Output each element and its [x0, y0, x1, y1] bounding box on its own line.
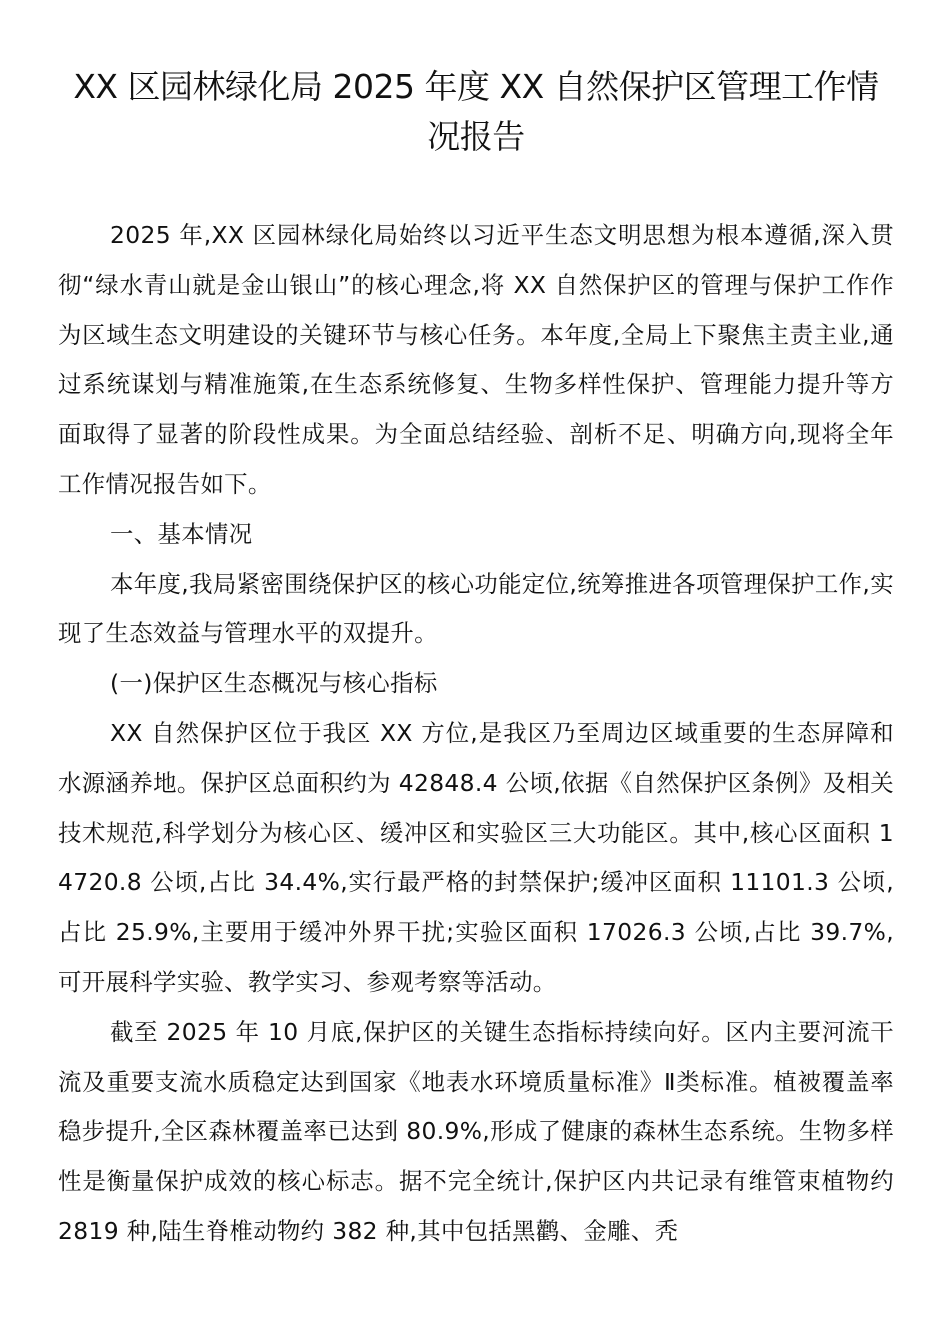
section-heading-basic-situation: 一、基本情况 — [110, 519, 253, 548]
zone-area-paragraph: XX 自然保护区位于我区 XX 方位,是我区乃至周边区域重要的生态屏障和水源涵养地。保护区总面积约为 42848.4 公顷,依据《自然保护区条例》及相关技术规范,科学划分为核心区、缓冲区和实验区三大功能区。其中,核心区面积 14720.8 公顷,占比 34.4%,实行最严格的封禁保护;缓冲区面积 11101.3 公顷,占比 25.9%,主要用于缓冲外界干扰;实验区面积 17026.3 公顷,占比 39.7%,可开展科学实验、教学实习、参观考察等活动。 — [58, 718, 894, 996]
subsection-heading-ecology-overview: (一)保护区生态概况与核心指标 — [110, 669, 438, 698]
document-title: XX 区园林绿化局 2025 年度 XX 自然保护区管理工作情况报告 — [73, 67, 879, 156]
intro-paragraph: 2025 年,XX 区园林绿化局始终以习近平生态文明思想为根本遵循,深入贯彻“绿水青山就是金山银山”的核心理念,将 XX 自然保护区的管理与保护工作作为区域生态文明建设的关键环节与核心任务。本年度,全局上下聚焦主责主业,通过系统谋划与精准施策,在生态系统修复、生物多样性保护、管理能力提升等方面取得了显著的阶段性成果。为全面总结经验、剖析不足、明确方向,现将全年工作情况报告如下。 — [58, 221, 894, 498]
document-page — [58, 62, 894, 1257]
section-summary-paragraph: 本年度,我局紧密围绕保护区的核心功能定位,统筹推进各项管理保护工作,实现了生态效益与管理水平的双提升。 — [58, 569, 894, 648]
document-body — [58, 211, 894, 1257]
ecological-indicators-paragraph: 截至 2025 年 10 月底,保护区的关键生态指标持续向好。区内主要河流干流及重要支流水质稳定达到国家《地表水环境质量标准》Ⅱ类标准。植被覆盖率稳步提升,全区森林覆盖率已达到 80.9%,形成了健康的森林生态系统。生物多样性是衡量保护成效的核心标志。据不完全统计,保护区内共记录有维管束植物约 2819 种,陆生脊椎动物约 382 种,其中包括黑鹳、金雕、秃 — [58, 1017, 894, 1245]
